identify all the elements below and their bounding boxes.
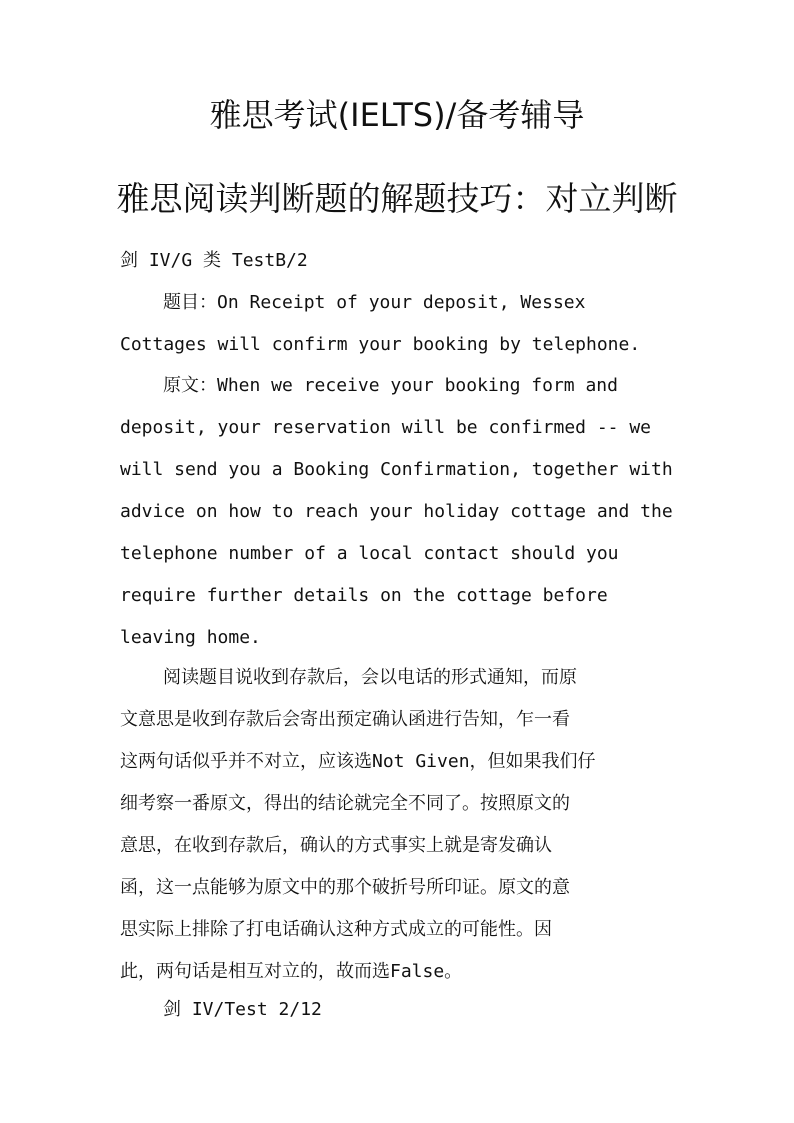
analysis-line: 细考察一番原文，得出的结论就完全不同了。按照原文的 (120, 793, 570, 814)
original-line: deposit, your reservation will be confirmed -- we (120, 417, 652, 438)
question-line: Cottages will confirm your booking by telephone. (120, 334, 641, 355)
original-line: advice on how to reach your holiday cottage and the (120, 501, 673, 522)
source-reference: 剑 IV/G 类 TestB/2 (120, 250, 308, 271)
analysis-paragraph (120, 657, 680, 993)
question-line: 题目：On Receipt of your deposit, Wessex (163, 292, 586, 313)
analysis-line: 此，两句话是相互对立的，故而选False。 (120, 961, 463, 982)
category-title: 雅思考试(IELTS)/备考辅导 (209, 96, 585, 134)
original-line: leaving home. (120, 627, 261, 648)
analysis-line: 文意思是收到存款后会寄出预定确认函进行告知，乍一看 (120, 709, 570, 730)
analysis-line: 思实际上排除了打电话确认这种方式成立的可能性。因 (120, 919, 552, 940)
original-line: 原文：When we receive your booking form and (163, 375, 618, 396)
analysis-line: 意思，在收到存款后，确认的方式事实上就是寄发确认 (120, 835, 552, 856)
question-paragraph (120, 282, 680, 366)
next-reference: 剑 IV/Test 2/12 (163, 999, 322, 1020)
analysis-line: 阅读题目说收到存款后，会以电话的形式通知，而原 (163, 667, 577, 688)
article-title: 雅思阅读判断题的解题技巧：对立判断 (116, 179, 678, 218)
analysis-line: 函，这一点能够为原文中的那个破折号所印证。原文的意 (120, 877, 570, 898)
original-text-paragraph (120, 365, 680, 659)
original-line: require further details on the cottage before (120, 585, 608, 606)
original-line: telephone number of a local contact should you (120, 543, 619, 564)
analysis-line: 这两句话似乎并不对立，应该选Not Given，但如果我们仔 (120, 751, 596, 772)
original-line: will send you a Booking Confirmation, together with (120, 459, 673, 480)
